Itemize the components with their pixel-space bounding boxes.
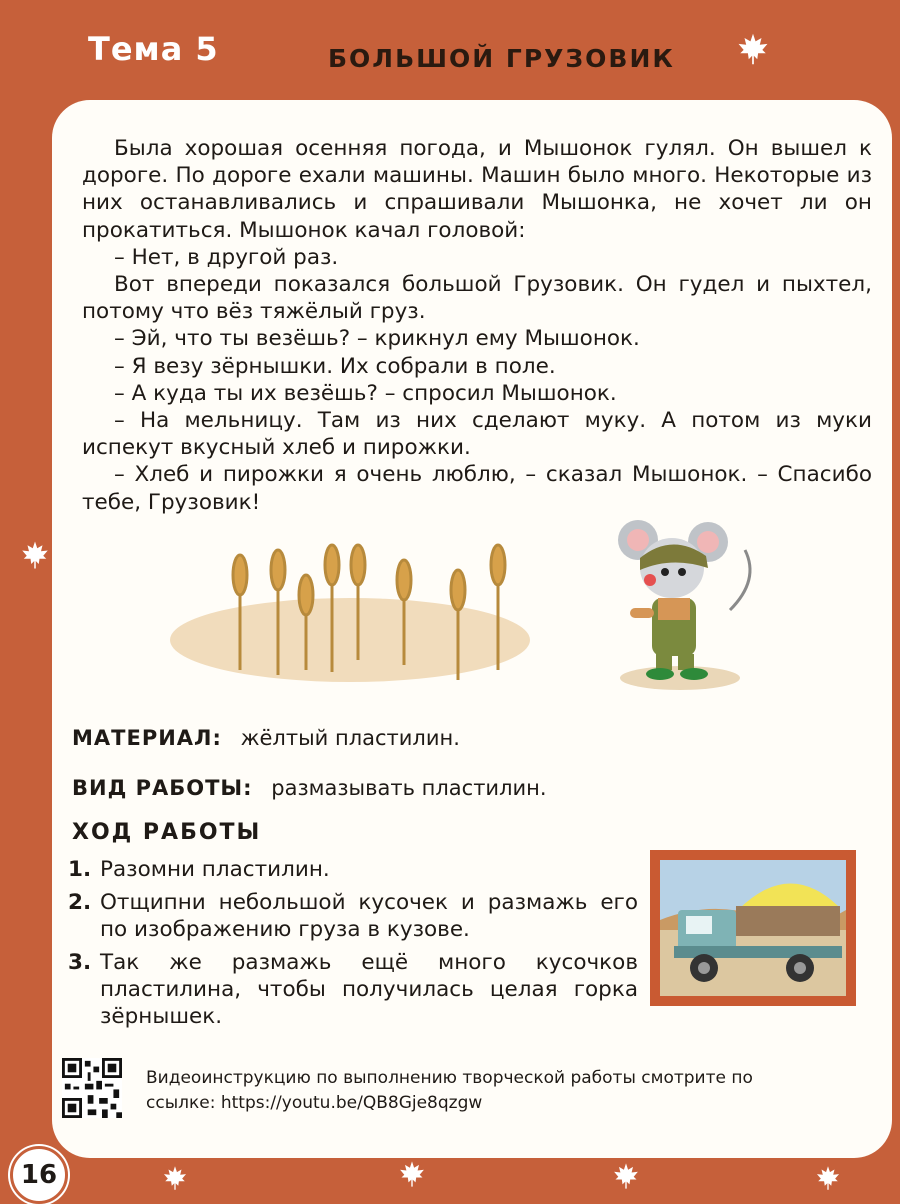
- material-value: жёлтый пластилин.: [240, 726, 460, 750]
- story-paragraph: Вот впереди показался большой Грузовик. Он гудел и пыхтел, потому что вёз тяжёлый груз.: [82, 272, 872, 325]
- story-paragraph: – Нет, в другой раз.: [114, 244, 339, 270]
- step-item: [68, 856, 638, 883]
- story-paragraph: – Я везу зёрнышки. Их собрали в поле.: [114, 353, 556, 379]
- story-paragraph: – Эй, что ты везёшь? – крикнул ему Мышонок.: [114, 326, 640, 352]
- maple-leaf-icon: [736, 32, 770, 66]
- page-number: 16: [10, 1146, 68, 1204]
- step-text: Так же размажь ещё много кусочков пластилина, чтобы получилась целая горка зёрнышек.: [100, 950, 638, 1029]
- mouse-icon: [618, 520, 750, 690]
- maple-leaf-icon: [612, 1162, 640, 1190]
- step-text: Отщипни небольшой кусочек и размажь его по изображению груза в кузове.: [100, 890, 638, 942]
- story-paragraph: – А куда ты их везёшь? – спросил Мышонок.: [114, 380, 617, 406]
- maple-leaf-icon: [20, 540, 50, 570]
- story-paragraph: Была хорошая осенняя погода, и Мышонок гулял. Он вышел к дороге. По дороге ехали машины. Машин было много. Некоторые из них останавливались и спрашивали Мышонка, не хочет ли он прокатиться. Мышонок качал головой:: [82, 136, 872, 243]
- video-instructions: Видеоинструкцию по выполнению творческой работы смотрите по ссылке: https://youtu.be/QB8Gje8qzgw: [146, 1068, 753, 1113]
- qr-code-icon[interactable]: [62, 1058, 122, 1118]
- work-type-line: [72, 776, 547, 800]
- maple-leaf-icon: [162, 1165, 188, 1191]
- step-item: [68, 949, 638, 1030]
- wheat-and-mouse-illustration: [160, 520, 780, 710]
- material-line: [72, 726, 460, 750]
- story-paragraph: – Хлеб и пирожки я очень люблю, – сказал Мышонок. – Спасибо тебе, Грузовик!: [82, 462, 872, 515]
- step-number: 1.: [68, 857, 92, 882]
- story-text: [82, 135, 872, 516]
- step-number: 2.: [68, 890, 92, 915]
- work-type-value: размазывать пластилин.: [271, 776, 547, 800]
- maple-leaf-icon: [398, 1160, 426, 1188]
- steps-list: [68, 856, 638, 1036]
- material-label: МАТЕРИАЛ:: [72, 726, 222, 750]
- page-title: БОЛЬШОЙ ГРУЗОВИК: [328, 44, 675, 73]
- topic-label: Тема 5: [88, 30, 219, 68]
- story-paragraph: – На мельницу. Там из них сделают муку. А потом из муки испекут вкусный хлеб и пирожки.: [82, 408, 872, 461]
- steps-title: ХОД РАБОТЫ: [72, 820, 262, 845]
- work-type-label: ВИД РАБОТЫ:: [72, 776, 253, 800]
- field-ground: [170, 598, 530, 682]
- maple-leaf-icon: [815, 1165, 841, 1191]
- truck-icon: [650, 850, 856, 1006]
- step-text: Разомни пластилин.: [100, 857, 330, 882]
- step-item: [68, 889, 638, 943]
- truck-craft-photo: [650, 850, 856, 1006]
- step-number: 3.: [68, 950, 92, 975]
